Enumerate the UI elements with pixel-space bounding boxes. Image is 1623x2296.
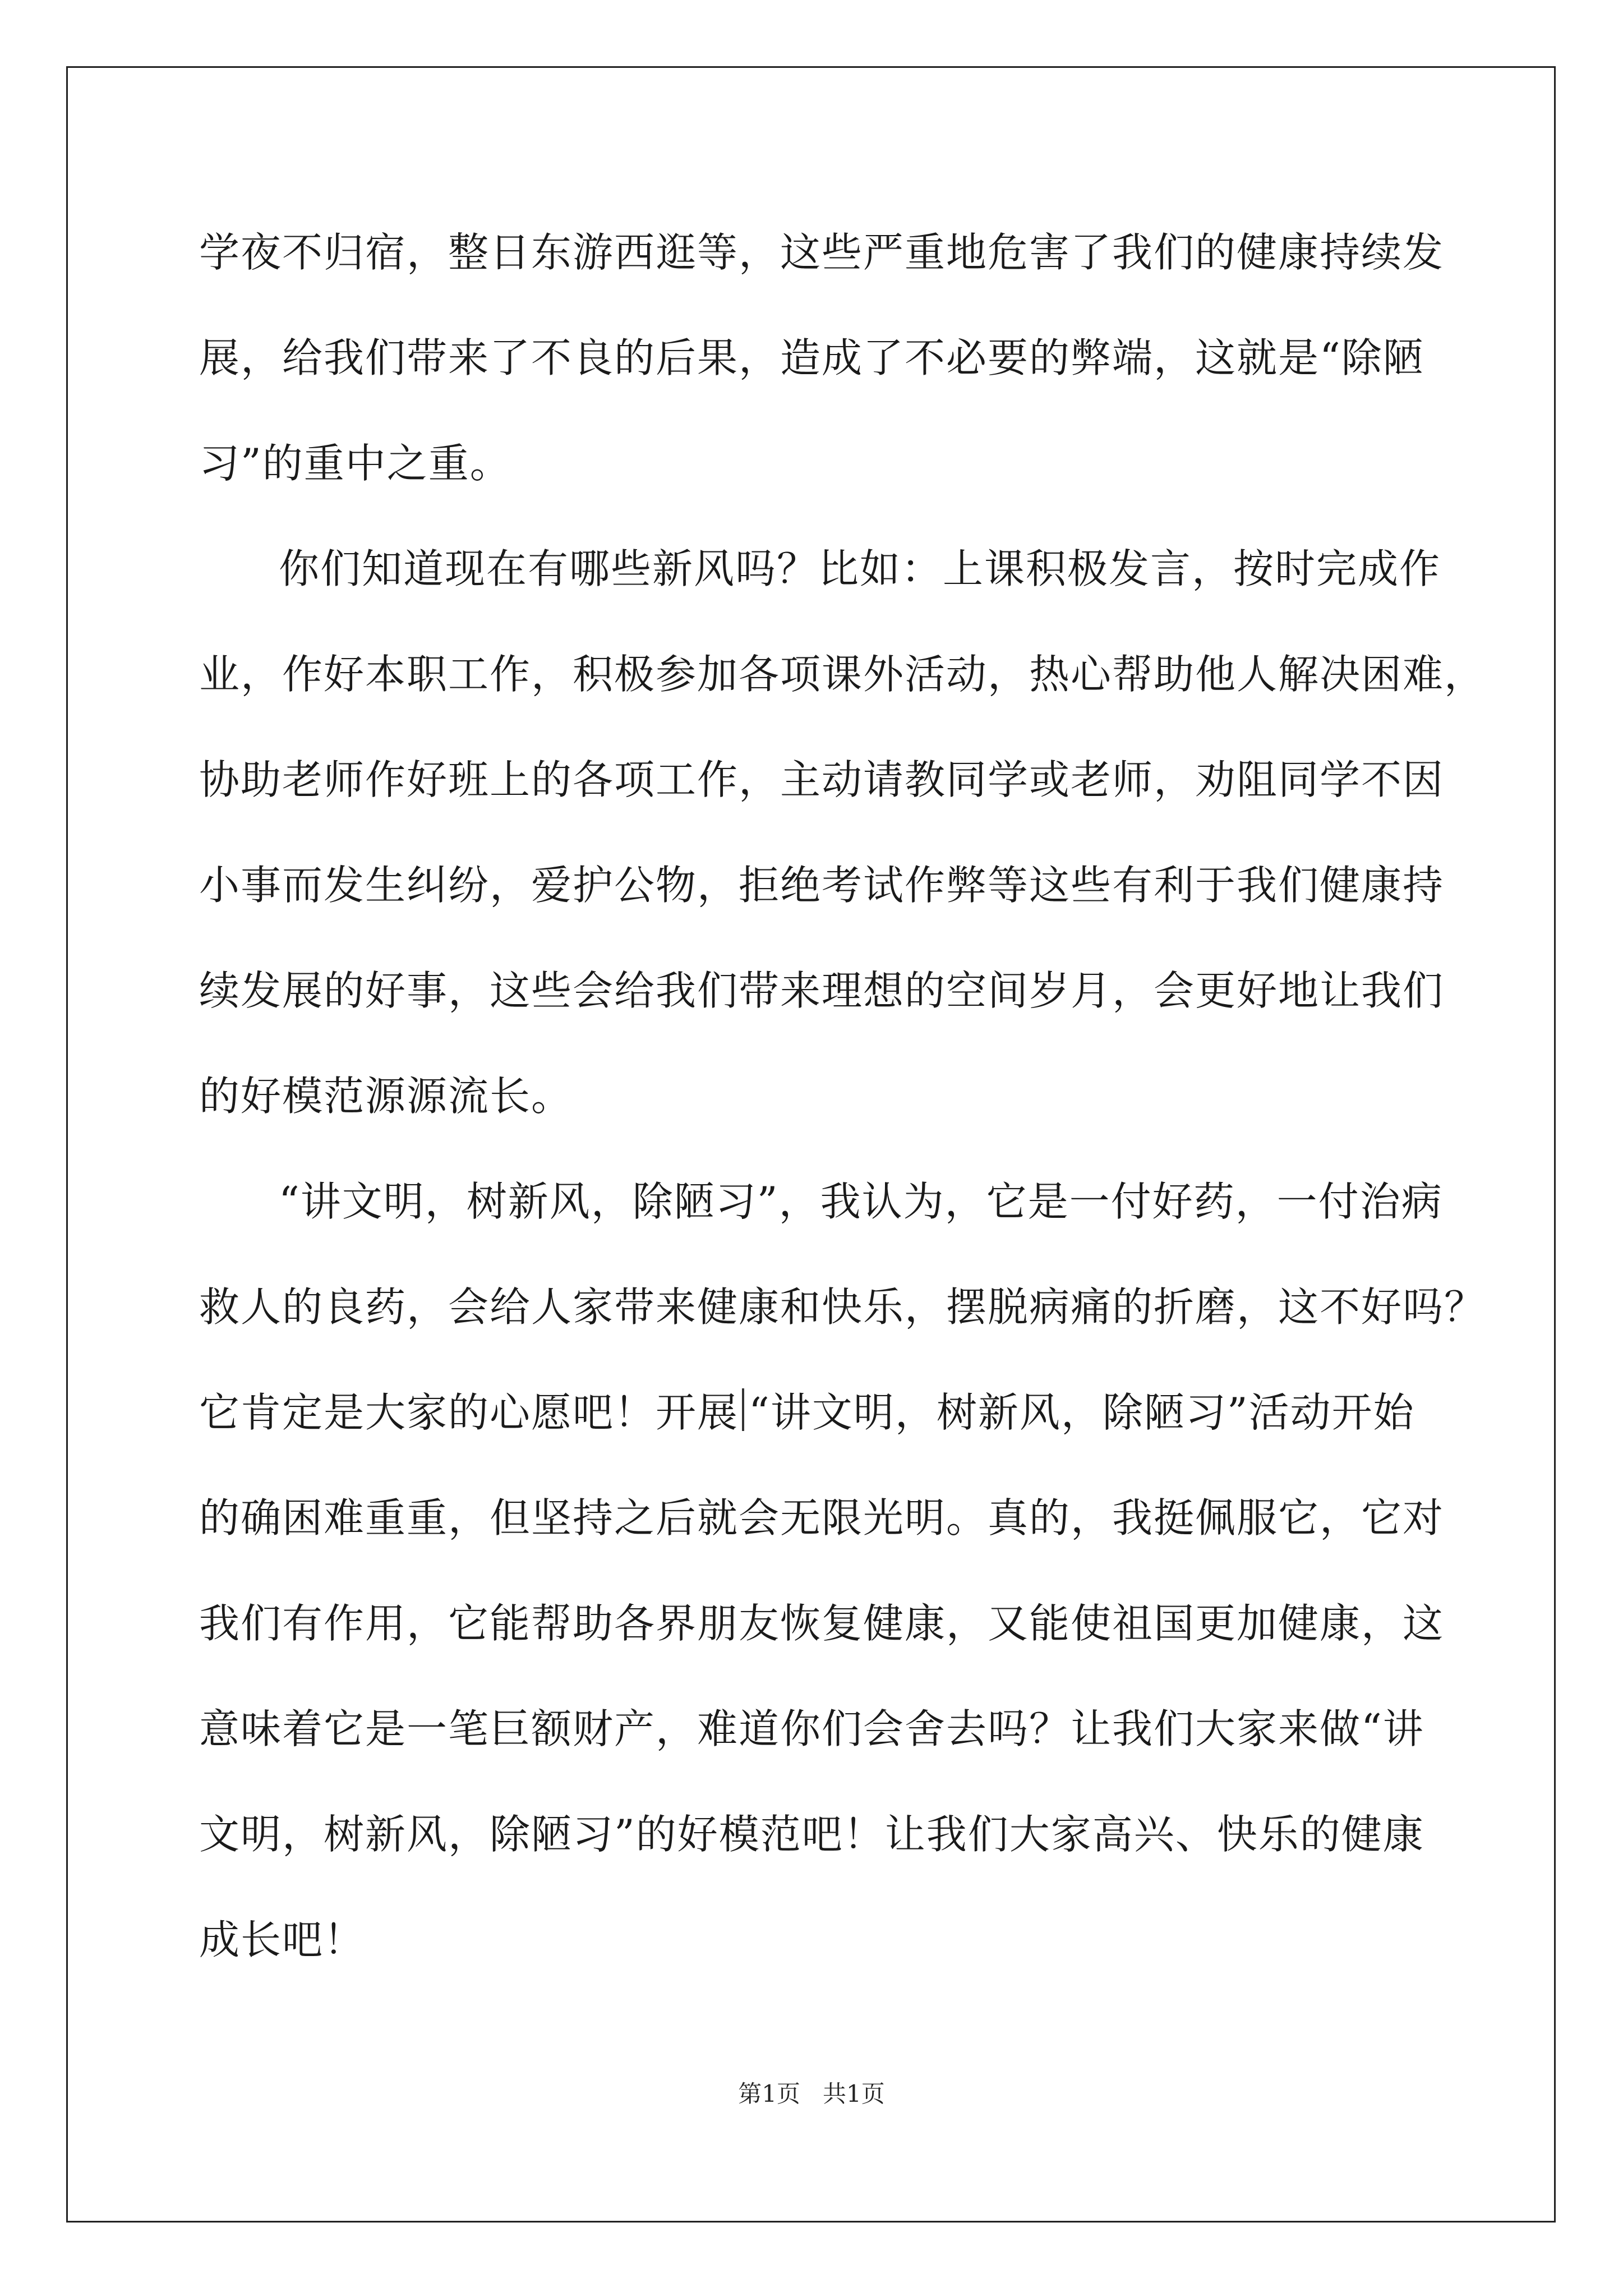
paragraph-2-line-1: 你们知道现在有哪些新风吗？比如：上课积极发言，按时完成作 bbox=[279, 545, 1441, 592]
paragraph-2-line-2: 业，作好本职工作，积极参加各项课外活动，热心帮助他人解决困难， bbox=[199, 651, 1486, 698]
paragraph-3-line-8: 成长吧！ bbox=[199, 1916, 366, 1963]
paragraph-1-line-2: 展，给我们带来了不良的后果，造成了不必要的弊端，这就是“除陋 bbox=[199, 334, 1424, 381]
paragraph-2-line-4: 小事而发生纠纷，爱护公物，拒绝考试作弊等这些有利于我们健康持 bbox=[199, 862, 1445, 909]
paragraph-3-line-5: 我们有作用，它能帮助各界朋友恢复健康，又能使祖国更加健康，这 bbox=[199, 1600, 1445, 1647]
paragraph-3-line-2: 救人的良药，会给人家带来健康和快乐，摆脱病痛的折磨，这不好吗？ bbox=[199, 1283, 1486, 1331]
paragraph-1-line-3: 习”的重中之重。 bbox=[199, 440, 511, 487]
paragraph-3-line-7: 文明，树新风，除陋习”的好模范吧！让我们大家高兴、快乐的健康 bbox=[199, 1811, 1424, 1858]
paragraph-3-line-3-part-2: “讲文明，树新风，除陋习”活动开始 bbox=[749, 1389, 1415, 1436]
paragraph-3-line-4: 的确困难重重，但坚持之后就会无限光明。真的，我挺佩服它，它对 bbox=[199, 1494, 1445, 1542]
paragraph-3-line-3 bbox=[199, 1373, 1433, 1479]
paragraph-3-line-6: 意味着它是一笔巨额财产，难道你们会舍去吗？让我们大家来做“讲 bbox=[199, 1705, 1424, 1752]
text-cursor bbox=[742, 1388, 744, 1431]
paragraph-2-line-3: 协助老师作好班上的各项工作，主动请教同学或老师，劝阻同学不因 bbox=[199, 756, 1445, 803]
paragraph-3-line-3-part-1: 它肯定是大家的心愿吧！开展 bbox=[199, 1389, 739, 1436]
page-number-footer: 第1页 共1页 bbox=[738, 2080, 885, 2108]
paragraph-3-line-1: “讲文明，树新风，除陋习”，我认为，它是一付好药，一付治病 bbox=[279, 1178, 1443, 1225]
paragraph-2-line-6: 的好模范源源流长。 bbox=[199, 1073, 573, 1120]
document-body bbox=[199, 213, 1486, 2006]
paragraph-2-line-5: 续发展的好事，这些会给我们带来理想的空间岁月，会更好地让我们 bbox=[199, 967, 1445, 1014]
paragraph-1-line-1: 学夜不归宿，整日东游西逛等，这些严重地危害了我们的健康持续发 bbox=[199, 229, 1445, 276]
